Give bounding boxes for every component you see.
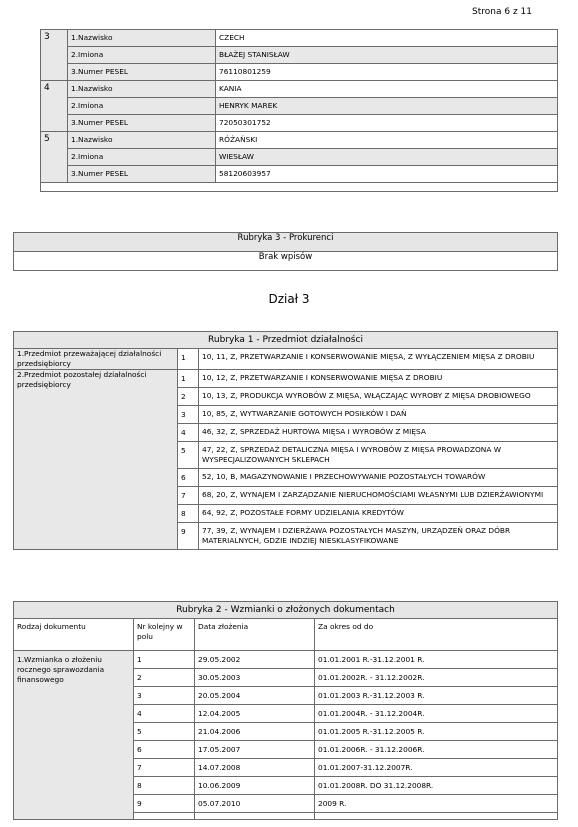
prokurenci-value: Brak wpisów [14, 252, 558, 271]
activity-description: 10, 13, Z, PRODUKCJA WYROBÓW Z MIĘSA, WŁĄCZAJĄC WYROBY Z MIĘSA DROBIOWEGO [199, 388, 558, 406]
document-no: 8 [134, 777, 195, 795]
document-period: 01.01.2006R. - 31.12.2006R. [315, 741, 558, 759]
document-period: 01.01.2002R. - 31.12.2002R. [315, 669, 558, 687]
person-row [41, 98, 558, 115]
activity-group-label: 2.Przedmiot pozostałej działalności przedsiębiorcy [14, 370, 178, 550]
document-period: 01.01.2008R. DO 31.12.2008R. [315, 777, 558, 795]
person-field-value: CZECH [216, 30, 558, 47]
person-row [41, 81, 558, 98]
document-date: 21.04.2006 [195, 723, 315, 741]
person-field-value: BŁAŻEJ STANISŁAW [216, 47, 558, 64]
document-period: 01.01.2007-31.12.2007R. [315, 759, 558, 777]
document-period: 01.01.2001 R.-31.12.2001 R. [315, 651, 558, 669]
person-field-value: WIESŁAW [216, 149, 558, 166]
wzmianki-title: Rubryka 2 - Wzmianki o złożonych dokumentach [14, 602, 558, 619]
document-date: 29.05.2002 [195, 651, 315, 669]
document-date: 17.05.2007 [195, 741, 315, 759]
wzmianki-table [13, 601, 558, 820]
person-field-label: 3.Numer PESEL [68, 166, 216, 183]
person-field-label: 3.Numer PESEL [68, 115, 216, 132]
person-field-value: 58120603957 [216, 166, 558, 183]
document-type-label: 1.Wzmianka o złożeniu rocznego sprawozdania finansowego [14, 651, 134, 820]
activity-row [14, 370, 558, 388]
person-row [41, 47, 558, 64]
activity-row [14, 349, 558, 370]
document-date: 30.05.2003 [195, 669, 315, 687]
person-field-label: 1.Nazwisko [68, 81, 216, 98]
document-date: 12.04.2005 [195, 705, 315, 723]
document-no: 7 [134, 759, 195, 777]
person-number: 5 [41, 132, 68, 183]
person-field-label: 2.Imiona [68, 98, 216, 115]
empty-cell [195, 813, 315, 820]
document-period: 2009 R. [315, 795, 558, 813]
activity-number: 5 [178, 442, 199, 469]
activity-group-label: 1.Przedmiot przeważającej działalności przedsiębiorcy [14, 349, 178, 370]
empty-cell [315, 813, 558, 820]
document-row [14, 651, 558, 669]
person-row [41, 115, 558, 132]
document-no: 4 [134, 705, 195, 723]
activity-number: 1 [178, 349, 199, 370]
document-no: 6 [134, 741, 195, 759]
przedmiot-title: Rubryka 1 - Przedmiot działalności [14, 332, 558, 349]
activity-description: 68, 20, Z, WYNAJEM I ZARZĄDZANIE NIERUCHOMOŚCIAMI WŁASNYMI LUB DZIERŻAWIONYMI [199, 487, 558, 505]
document-no: 2 [134, 669, 195, 687]
document-date: 05.07.2010 [195, 795, 315, 813]
person-field-value: KANIA [216, 81, 558, 98]
activity-number: 1 [178, 370, 199, 388]
column-header: Za okres od do [315, 619, 558, 651]
person-field-value: RÓŻAŃSKI [216, 132, 558, 149]
person-field-label: 2.Imiona [68, 47, 216, 64]
document-date: 20.05.2004 [195, 687, 315, 705]
activity-description: 10, 12, Z, PRZETWARZANIE I KONSERWOWANIE MIĘSA Z DROBIU [199, 370, 558, 388]
person-row [41, 132, 558, 149]
prokurenci-table [13, 232, 558, 271]
prokurenci-title: Rubryka 3 - Prokurenci [14, 233, 558, 252]
document-no: 9 [134, 795, 195, 813]
person-field-label: 1.Nazwisko [68, 30, 216, 47]
person-field-value: 72050301752 [216, 115, 558, 132]
activity-number: 8 [178, 505, 199, 523]
activity-description: 52, 10, B, MAGAZYNOWANIE I PRZECHOWYWANIE POZOSTAŁYCH TOWARÓW [199, 469, 558, 487]
person-field-label: 1.Nazwisko [68, 132, 216, 149]
person-row [41, 149, 558, 166]
empty-cell [134, 813, 195, 820]
activity-description: 64, 92, Z, POZOSTAŁE FORMY UDZIELANIA KREDYTÓW [199, 505, 558, 523]
document-no: 5 [134, 723, 195, 741]
persons-spacer [41, 183, 558, 192]
document-period: 01.01.2005 R.-31.12.2005 R. [315, 723, 558, 741]
document-no: 3 [134, 687, 195, 705]
document-period: 01.01.2003 R.-31.12.2003 R. [315, 687, 558, 705]
page-number: Strona 6 z 11 [472, 7, 532, 17]
person-number: 3 [41, 30, 68, 81]
activity-number: 2 [178, 388, 199, 406]
activity-description: 10, 85, Z, WYTWARZANIE GOTOWYCH POSIŁKÓW I DAŃ [199, 406, 558, 424]
column-header: Data złożenia [195, 619, 315, 651]
activity-description: 46, 32, Z, SPRZEDAŻ HURTOWA MIĘSA I WYROBÓW Z MIĘSA [199, 424, 558, 442]
przedmiot-table [13, 331, 558, 550]
activity-number: 6 [178, 469, 199, 487]
activity-number: 3 [178, 406, 199, 424]
activity-number: 4 [178, 424, 199, 442]
document-date: 14.07.2008 [195, 759, 315, 777]
person-number: 4 [41, 81, 68, 132]
section-title: Dział 3 [268, 292, 310, 306]
activity-number: 7 [178, 487, 199, 505]
persons-spacer-row [41, 183, 558, 192]
document-date: 10.06.2009 [195, 777, 315, 795]
person-field-value: HENRYK MAREK [216, 98, 558, 115]
person-row [41, 30, 558, 47]
persons-table [40, 29, 558, 192]
activity-description: 77, 39, Z, WYNAJEM I DZIERŻAWA POZOSTAŁYCH MASZYN, URZĄDZEŃ ORAZ DÓBR MATERIALNYCH, GDZIE INDZIEJ NIESKLASYFIKOWANE [199, 523, 558, 550]
person-row [41, 166, 558, 183]
activity-description: 10, 11, Z, PRZETWARZANIE I KONSERWOWANIE MIĘSA, Z WYŁĄCZENIEM MIĘSA Z DROBIU [199, 349, 558, 370]
document-period: 01.01.2004R. - 31.12.2004R. [315, 705, 558, 723]
column-header: Rodzaj dokumentu [14, 619, 134, 651]
column-header: Nr kolejny w polu [134, 619, 195, 651]
wzmianki-header-row [14, 619, 558, 651]
activity-number: 9 [178, 523, 199, 550]
person-row [41, 64, 558, 81]
person-field-label: 3.Numer PESEL [68, 64, 216, 81]
activity-description: 47, 22, Z, SPRZEDAŻ DETALICZNA MIĘSA I WYROBÓW Z MIĘSA PROWADZONA W WYSPECJALIZOWANYCH SKLEPACH [199, 442, 558, 469]
person-field-label: 2.Imiona [68, 149, 216, 166]
person-field-value: 76110801259 [216, 64, 558, 81]
document-no: 1 [134, 651, 195, 669]
